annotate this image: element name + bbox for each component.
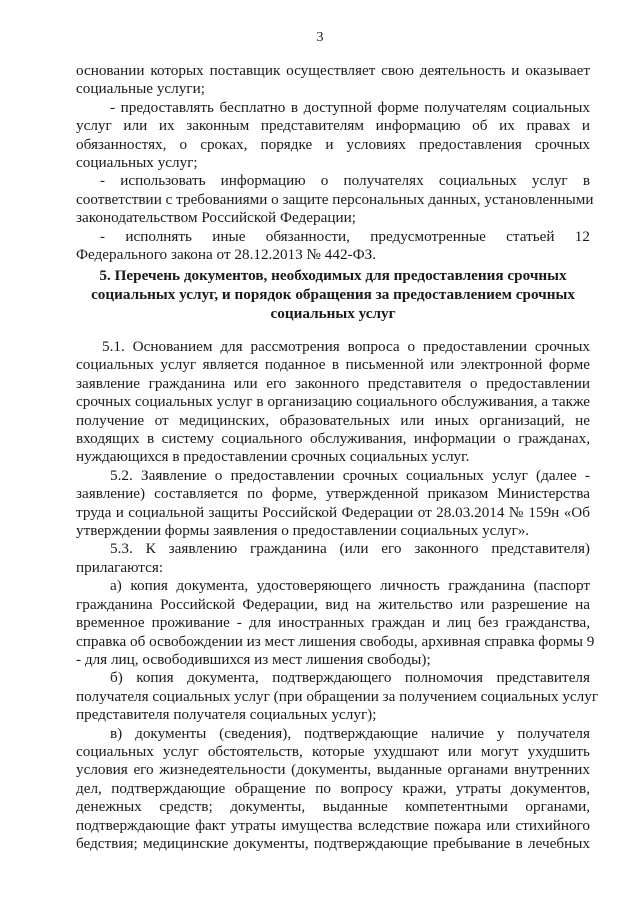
text-line: обязанностях, о сроках, порядке и условиях предоставления срочных [76,135,590,153]
text-line: - для лиц, освободившихся из мест лишения свободы); [76,650,431,668]
body-paragraphs [76,338,599,853]
text-line: условия его жизнедеятельности (документы, выданные органами внутренних [76,761,590,779]
text-line: временное проживание - для иностранных граждан и лиц без гражданства, [76,614,590,632]
text-line: утверждении формы заявления о предоставлении социальных услуг». [76,522,530,540]
text-line: дел, подтверждающие обращение по вопросу кражи, утраты документов, [76,779,590,797]
paragraph-5-1 [76,338,590,467]
text-line: входящих в систему социального обслуживания, информации о гражданах, [76,430,590,448]
text-line: а) копия документа, удостоверяющего личность гражданина (паспорт [110,577,590,595]
text-line: нуждающихся в предоставлении срочных социальных услуг. [76,448,470,466]
text-line: соответствии с требованиями о защите персональных данных, установленными [76,190,594,208]
text-line: законодательством Российской Федерации; [76,209,356,227]
text-line: б) копия документа, подтверждающего полномочия представителя [110,669,590,687]
text-line: - исполнять иные обязанности, предусмотренные статьей 12 [100,227,590,245]
text-line: в) документы (сведения), подтверждающие наличие у получателя [110,724,590,742]
text-line: 5.1. Основанием для рассмотрения вопроса о предоставлении срочных [102,338,590,355]
paragraph-5-2 [76,467,590,541]
heading-line: социальных услуг [270,305,396,322]
text-line: 5.3. К заявлению гражданина (или его законного представителя) [110,540,590,558]
paragraph-5-3 [76,540,590,577]
text-line: прилагаются: [76,558,164,576]
text-line: основании которых поставщик осуществляет свою деятельность и оказывает [76,62,590,79]
text-line: социальных услуг; [76,154,198,172]
text-line: - предоставлять бесплатно в доступной форме получателям социальных [110,98,590,116]
paragraph [76,62,590,99]
text-line: социальные услуги; [76,80,205,98]
paragraph-item-v [76,725,590,854]
text-line: бедствия; медицинские документы, подтверждающие пребывание в лечебных [76,834,590,852]
text-line: срочных социальных услуг в организацию социального обслуживания, а также [76,393,590,411]
top-paragraphs [76,62,594,264]
text-line: представителя получателя социальных услуг); [76,706,377,724]
text-line: 5.2. Заявление о предоставлении срочных социальных услуг (далее - [110,466,590,484]
text-line: заявление) составляется по форме, утвержденной приказом Министерства [76,485,590,503]
text-line: заявление гражданина или его законного представителя о предоставлении [76,374,590,392]
text-line: услуг или их законным представителям информацию об их правах и [76,117,590,135]
text-line: гражданина Российской Федерации, вид на жительство или разрешение на [76,595,590,613]
heading-line: 5. Перечень документов, необходимых для предоставления срочных [99,267,567,284]
page-number: 3 [316,30,324,45]
paragraph [76,228,590,265]
section-heading [76,266,590,323]
text-line: социальных услуг обстоятельств, которые ухудшают или могут ухудшить [76,742,590,760]
paragraph [76,172,594,227]
text-line: труда и социальной защиты Российской Федерации от 28.03.2014 № 159н «Об [76,503,590,521]
text-line: получение от медицинских, образовательных или иных организаций, не [76,411,590,429]
text-line: справка об освобождении из мест лишения свободы, архивная справка формы 9 [76,632,595,650]
text-line: подтверждающие факт утраты имущества вследствие пожара или стихийного [76,816,590,834]
heading-line: социальных услуг, и порядок обращения за предоставлением срочных [91,286,575,303]
text-line: денежных средств; документы, выданные компетентными органами, [76,798,590,816]
paragraph-item-a [76,577,595,669]
paragraph [76,99,590,173]
text-line: социальных услуг является поданное в письменной или электронной форме [76,356,590,374]
text-line: Федерального закона от 28.12.2013 № 442-ФЗ. [76,246,377,264]
paragraph-item-b [76,669,599,724]
text-line: - использовать информацию о получателях социальных услуг в [100,172,590,190]
text-line: получателя социальных услуг (при обращении за получением социальных услуг [76,687,599,705]
